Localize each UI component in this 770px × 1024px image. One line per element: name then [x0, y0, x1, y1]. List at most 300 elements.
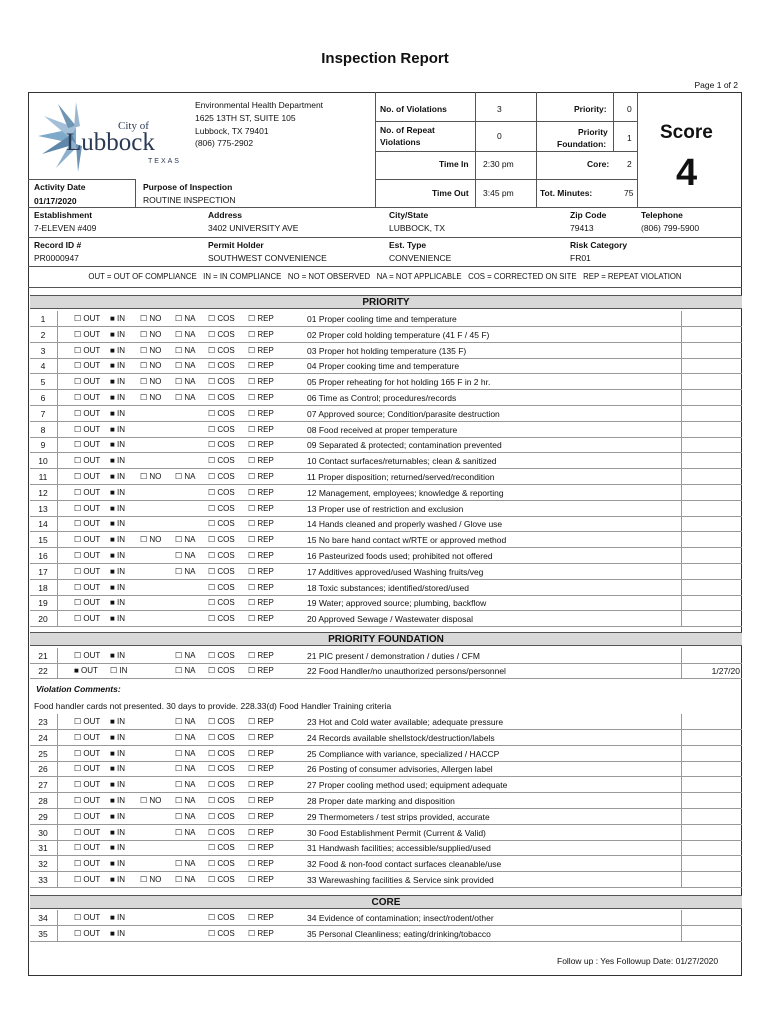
zip-value: 79413	[570, 223, 594, 233]
item-number: 3	[40, 345, 46, 356]
checkbox-cos[interactable]: ☐ COS	[208, 666, 235, 675]
checkbox-cos[interactable]: ☐ COS	[208, 859, 235, 869]
table-row	[30, 358, 742, 374]
checkbox-out[interactable]: ☐ OUT	[74, 503, 101, 513]
item-number: 4	[40, 361, 46, 372]
checkbox-out[interactable]: ☐ OUT	[74, 519, 101, 529]
checkbox-out[interactable]: ☐ OUT	[74, 440, 101, 450]
checkbox-in[interactable]: ■ IN	[110, 551, 126, 560]
dept-city: Lubbock, TX 79401	[195, 126, 269, 136]
checkbox-na[interactable]: ☐ NA	[175, 666, 196, 675]
checkbox-rep[interactable]: ☐ REP	[248, 614, 274, 624]
checkbox-na[interactable]: ☐ NA	[175, 472, 196, 481]
checkbox-in[interactable]: ■ IN	[110, 566, 126, 576]
repeat-label-2: Violations	[380, 137, 421, 147]
checkbox-in[interactable]: ■ IN	[110, 811, 126, 821]
checkbox-out[interactable]: ☐ OUT	[74, 913, 101, 922]
item-number: 12	[38, 487, 48, 498]
checkbox-cos[interactable]: ☐ COS	[208, 408, 235, 418]
checkbox-cos[interactable]: ☐ COS	[208, 796, 235, 805]
zip-label: Zip Code	[570, 210, 607, 220]
item-description: 06 Time as Control; procedures/records	[307, 393, 457, 403]
checkbox-na[interactable]: ☐ NA	[175, 796, 196, 805]
checkbox-no[interactable]: ☐ NO	[140, 329, 162, 339]
repeat-label: No. of Repeat	[380, 125, 435, 135]
item-number: 13	[38, 503, 48, 514]
checkbox-out[interactable]: ☐ OUT	[74, 424, 101, 434]
time-out-label: Time Out	[432, 188, 469, 198]
checkbox-in[interactable]: ■ IN	[110, 314, 126, 323]
checkbox-na[interactable]: ☐ NA	[175, 859, 196, 869]
table-row	[30, 856, 742, 872]
item-description: 29 Thermometers / test strips provided, accurate	[307, 811, 490, 822]
item-description: 10 Contact surfaces/returnables; clean & sanitized	[307, 456, 497, 467]
checkbox-out[interactable]: ☐ OUT	[74, 361, 101, 371]
logo-name: Lubbock	[66, 129, 155, 156]
checkbox-in[interactable]: ■ IN	[110, 519, 126, 529]
checkbox-in[interactable]: ■ IN	[110, 503, 126, 513]
table-row	[30, 469, 742, 485]
checkbox-rep[interactable]: ☐ REP	[248, 424, 274, 434]
item-number: 30	[38, 827, 48, 838]
checkbox-in[interactable]: ■ IN	[110, 651, 126, 660]
checkbox-rep[interactable]: ☐ REP	[248, 408, 274, 418]
table-row	[30, 580, 742, 596]
permit-holder-label: Permit Holder	[208, 240, 264, 250]
table-row	[30, 840, 742, 856]
section-priority-foundation: PRIORITY FOUNDATION	[30, 632, 742, 646]
checkbox-no[interactable]: ☐ NO	[140, 314, 162, 323]
risk-category-value: FR01	[570, 253, 591, 263]
section-priority: PRIORITY	[30, 295, 742, 309]
address-value: 3402 UNIVERSITY AVE	[208, 223, 299, 233]
checkbox-out[interactable]: ■ OUT	[74, 666, 98, 675]
table-row	[30, 730, 742, 746]
checkbox-out[interactable]: ☐ OUT	[74, 614, 101, 624]
item-description: 31 Handwash facilities; accessible/supplied/used	[307, 843, 491, 854]
checkbox-in[interactable]: ■ IN	[110, 377, 126, 387]
checkbox-out[interactable]: ☐ OUT	[74, 827, 101, 837]
checkbox-cos[interactable]: ☐ COS	[208, 732, 235, 742]
item-number: 20	[38, 614, 48, 625]
checkbox-cos[interactable]: ☐ COS	[208, 764, 235, 774]
item-description: 24 Records available shellstock/destruction/labels	[307, 732, 495, 743]
checkbox-rep[interactable]: ☐ REP	[248, 843, 274, 853]
checkbox-rep[interactable]: ☐ REP	[248, 929, 274, 938]
repeat-value: 0	[497, 131, 502, 141]
checkbox-no[interactable]: ☐ NO	[140, 361, 162, 371]
checkbox-rep[interactable]: ☐ REP	[248, 314, 274, 323]
checkbox-na[interactable]: ☐ NA	[175, 314, 196, 323]
checkbox-in[interactable]: ■ IN	[110, 393, 126, 402]
checkbox-no[interactable]: ☐ NO	[140, 377, 162, 387]
checkbox-cos[interactable]: ☐ COS	[208, 535, 235, 545]
checkbox-in[interactable]: ■ IN	[110, 780, 126, 790]
item-description: 12 Management, employees; knowledge & reporting	[307, 487, 504, 498]
item-description: 30 Food Establishment Permit (Current & Valid)	[307, 827, 486, 838]
table-row	[30, 825, 742, 841]
logo-state: TEXAS	[148, 158, 181, 165]
checkbox-rep[interactable]: ☐ REP	[248, 666, 274, 675]
priority-value: 0	[627, 104, 632, 114]
checkbox-in[interactable]: ☐ IN	[110, 666, 128, 675]
checkbox-cos[interactable]: ☐ COS	[208, 651, 235, 660]
page-number: Page 1 of 2	[694, 80, 738, 90]
checkbox-out[interactable]: ☐ OUT	[74, 472, 101, 481]
city-state-value: LUBBOCK, TX	[389, 223, 446, 233]
item-number: 21	[38, 651, 48, 661]
table-row	[30, 343, 742, 359]
checkbox-out[interactable]: ☐ OUT	[74, 487, 101, 497]
correct-by-date: 1/27/20	[711, 666, 740, 676]
checkbox-no[interactable]: ☐ NO	[140, 875, 162, 884]
checkbox-cos[interactable]: ☐ COS	[208, 424, 235, 434]
table-row	[30, 422, 742, 438]
checkbox-in[interactable]: ■ IN	[110, 859, 126, 869]
checkbox-cos[interactable]: ☐ COS	[208, 487, 235, 497]
checkbox-rep[interactable]: ☐ REP	[248, 811, 274, 821]
purpose-label: Purpose of Inspection	[143, 182, 233, 192]
checkbox-in[interactable]: ■ IN	[110, 472, 126, 481]
item-description: 34 Evidence of contamination; insect/rodent/other	[307, 913, 494, 923]
checkbox-cos[interactable]: ☐ COS	[208, 843, 235, 853]
checkbox-in[interactable]: ■ IN	[110, 361, 126, 371]
checkbox-cos[interactable]: ☐ COS	[208, 582, 235, 592]
table-row	[30, 516, 742, 532]
item-description: 26 Posting of consumer advisories, Allergen label	[307, 764, 493, 775]
checkbox-out[interactable]: ☐ OUT	[74, 859, 101, 869]
activity-date-value: 01/17/2020	[34, 196, 77, 206]
item-description: 33 Warewashing facilities & Service sink provided	[307, 875, 494, 885]
checkbox-out[interactable]: ☐ OUT	[74, 393, 101, 402]
table-row	[30, 746, 742, 762]
checkbox-out[interactable]: ☐ OUT	[74, 345, 101, 355]
checkbox-na[interactable]: ☐ NA	[175, 651, 196, 660]
checkbox-in[interactable]: ■ IN	[110, 764, 126, 774]
est-type-label: Est. Type	[389, 240, 427, 250]
checkbox-in[interactable]: ■ IN	[110, 487, 126, 497]
checkbox-in[interactable]: ■ IN	[110, 329, 126, 339]
checkbox-na[interactable]: ☐ NA	[175, 875, 196, 884]
checkbox-na[interactable]: ☐ NA	[175, 535, 196, 545]
checkbox-out[interactable]: ☐ OUT	[74, 780, 101, 790]
checkbox-rep[interactable]: ☐ REP	[248, 748, 274, 758]
report-title: Inspection Report	[321, 50, 449, 67]
checkbox-na[interactable]: ☐ NA	[175, 732, 196, 742]
checkbox-cos[interactable]: ☐ COS	[208, 519, 235, 529]
item-number: 32	[38, 859, 48, 870]
item-description: 11 Proper disposition; returned/served/recondition	[307, 472, 495, 482]
checkbox-rep[interactable]: ☐ REP	[248, 875, 274, 884]
checkbox-rep[interactable]: ☐ REP	[248, 361, 274, 371]
table-row	[30, 501, 742, 517]
checkbox-out[interactable]: ☐ OUT	[74, 929, 101, 938]
record-id-label: Record ID #	[34, 240, 82, 250]
table-row	[30, 564, 742, 580]
logo-city-of: City of	[118, 120, 149, 132]
total-minutes-value: 75	[624, 188, 634, 198]
checkbox-rep[interactable]: ☐ REP	[248, 503, 274, 513]
time-in-value: 2:30 pm	[483, 159, 514, 169]
item-description: 22 Food Handler/no unauthorized persons/personnel	[307, 666, 506, 676]
checkbox-no[interactable]: ☐ NO	[140, 796, 162, 805]
table-row	[30, 532, 742, 548]
checkbox-cos[interactable]: ☐ COS	[208, 748, 235, 758]
checkbox-cos[interactable]: ☐ COS	[208, 551, 235, 560]
item-description: 04 Proper cooking time and temperature	[307, 361, 460, 372]
item-number: 7	[40, 408, 46, 419]
checkbox-cos[interactable]: ☐ COS	[208, 614, 235, 624]
table-row	[30, 374, 742, 390]
checkbox-out[interactable]: ☐ OUT	[74, 377, 101, 387]
time-out-value: 3:45 pm	[483, 188, 514, 198]
checkbox-cos[interactable]: ☐ COS	[208, 329, 235, 339]
checkbox-cos[interactable]: ☐ COS	[208, 811, 235, 821]
checkbox-in[interactable]: ■ IN	[110, 456, 126, 466]
establishment-label: Establishment	[34, 210, 93, 220]
checkbox-in[interactable]: ■ IN	[110, 614, 126, 624]
item-number: 6	[40, 393, 46, 403]
checkbox-rep[interactable]: ☐ REP	[248, 535, 274, 545]
item-description: 21 PIC present / demonstration / duties / CFM	[307, 651, 480, 661]
checkbox-na[interactable]: ☐ NA	[175, 827, 196, 837]
checkbox-out[interactable]: ☐ OUT	[74, 651, 101, 660]
checkbox-out[interactable]: ☐ OUT	[74, 566, 101, 576]
item-number: 23	[38, 717, 48, 727]
item-description: 23 Hot and Cold water available; adequate pressure	[307, 717, 504, 727]
checkbox-na[interactable]: ☐ NA	[175, 393, 196, 402]
table-row	[30, 611, 742, 627]
pf-label: Priority	[578, 127, 608, 137]
item-description: 02 Proper cold holding temperature (41 F / 45 F)	[307, 329, 490, 340]
checkbox-rep[interactable]: ☐ REP	[248, 519, 274, 529]
item-number: 14	[38, 519, 48, 530]
checkbox-out[interactable]: ☐ OUT	[74, 408, 101, 418]
checkbox-out[interactable]: ☐ OUT	[74, 598, 101, 608]
time-in-label: Time In	[439, 159, 469, 169]
item-number: 22	[38, 666, 48, 676]
checkbox-in[interactable]: ■ IN	[110, 827, 126, 837]
item-number: 31	[38, 843, 48, 854]
checkbox-in[interactable]: ■ IN	[110, 440, 126, 450]
checkbox-rep[interactable]: ☐ REP	[248, 717, 274, 726]
checkbox-no[interactable]: ☐ NO	[140, 535, 162, 545]
checkbox-na[interactable]: ☐ NA	[175, 377, 196, 387]
item-number: 35	[38, 929, 48, 939]
checkbox-rep[interactable]: ☐ REP	[248, 377, 274, 387]
checkbox-out[interactable]: ☐ OUT	[74, 535, 101, 545]
checkbox-rep[interactable]: ☐ REP	[248, 393, 274, 402]
checkbox-rep[interactable]: ☐ REP	[248, 456, 274, 466]
checkbox-na[interactable]: ☐ NA	[175, 764, 196, 774]
est-type-value: CONVENIENCE	[389, 253, 452, 263]
checkbox-cos[interactable]: ☐ COS	[208, 875, 235, 884]
item-description: 05 Proper reheating for hot holding 165 F in 2 hr.	[307, 377, 491, 388]
checkbox-cos[interactable]: ☐ COS	[208, 503, 235, 513]
item-number: 33	[38, 875, 48, 885]
checkbox-out[interactable]: ☐ OUT	[74, 875, 101, 884]
checkbox-rep[interactable]: ☐ REP	[248, 732, 274, 742]
checkbox-no[interactable]: ☐ NO	[140, 393, 162, 402]
checkbox-cos[interactable]: ☐ COS	[208, 780, 235, 790]
checkbox-na[interactable]: ☐ NA	[175, 361, 196, 371]
checkbox-cos[interactable]: ☐ COS	[208, 456, 235, 466]
checkbox-rep[interactable]: ☐ REP	[248, 345, 274, 355]
checkbox-na[interactable]: ☐ NA	[175, 345, 196, 355]
checkbox-na[interactable]: ☐ NA	[175, 329, 196, 339]
total-minutes-label: Tot. Minutes:	[540, 188, 593, 198]
table-row	[30, 663, 742, 679]
checkbox-cos[interactable]: ☐ COS	[208, 393, 235, 402]
score-label: Score	[660, 122, 713, 143]
item-description: 19 Water; approved source; plumbing, backflow	[307, 598, 487, 609]
checkbox-out[interactable]: ☐ OUT	[74, 314, 101, 323]
checkbox-rep[interactable]: ☐ REP	[248, 472, 274, 481]
checkbox-rep[interactable]: ☐ REP	[248, 582, 274, 592]
checkbox-out[interactable]: ☐ OUT	[74, 796, 101, 805]
checkbox-in[interactable]: ■ IN	[110, 582, 126, 592]
checkbox-rep[interactable]: ☐ REP	[248, 329, 274, 339]
item-number: 11	[38, 472, 48, 482]
priority-label: Priority:	[574, 104, 607, 114]
checkbox-in[interactable]: ■ IN	[110, 875, 126, 884]
item-description: 25 Compliance with variance, specialized / HACCP	[307, 748, 500, 759]
checkbox-in[interactable]: ■ IN	[110, 717, 126, 726]
item-number: 19	[38, 598, 48, 609]
item-number: 24	[38, 732, 48, 743]
checkbox-na[interactable]: ☐ NA	[175, 551, 196, 560]
activity-date-label: Activity Date	[34, 182, 86, 192]
address-label: Address	[208, 210, 243, 220]
item-number: 25	[38, 748, 48, 759]
checkbox-in[interactable]: ■ IN	[110, 843, 126, 853]
checkbox-na[interactable]: ☐ NA	[175, 566, 196, 576]
item-description: 15 No bare hand contact w/RTE or approved method	[307, 535, 507, 546]
core-label: Core:	[587, 159, 610, 169]
checkbox-in[interactable]: ■ IN	[110, 929, 126, 938]
table-row	[30, 327, 742, 343]
checkbox-cos[interactable]: ☐ COS	[208, 913, 235, 922]
checkbox-rep[interactable]: ☐ REP	[248, 440, 274, 450]
table-row	[30, 453, 742, 469]
checkbox-na[interactable]: ☐ NA	[175, 717, 196, 726]
checkbox-na[interactable]: ☐ NA	[175, 748, 196, 758]
table-row	[30, 926, 742, 942]
checkbox-out[interactable]: ☐ OUT	[74, 582, 101, 592]
checkbox-rep[interactable]: ☐ REP	[248, 827, 274, 837]
checkbox-in[interactable]: ■ IN	[110, 345, 126, 355]
checkbox-rep[interactable]: ☐ REP	[248, 764, 274, 774]
checkbox-no[interactable]: ☐ NO	[140, 472, 162, 481]
table-row	[30, 910, 742, 926]
checkbox-cos[interactable]: ☐ COS	[208, 314, 235, 323]
checkbox-rep[interactable]: ☐ REP	[248, 598, 274, 608]
table-row	[30, 872, 742, 888]
compliance-legend: OUT = OUT OF COMPLIANCE IN = IN COMPLIANCE NO = NOT OBSERVED NA = NOT APPLICABLE COS = CORRECTED ON SITE REP = REPEAT VIOLATION	[88, 272, 682, 281]
table-row	[30, 406, 742, 422]
checkbox-out[interactable]: ☐ OUT	[74, 717, 101, 726]
checkbox-in[interactable]: ■ IN	[110, 598, 126, 608]
item-description: 17 Additives approved/used Washing fruits/veg	[307, 566, 484, 577]
pf-label-2: Foundation:	[557, 139, 607, 149]
table-row	[30, 548, 742, 564]
checkbox-cos[interactable]: ☐ COS	[208, 717, 235, 726]
record-id-value: PR0000947	[34, 253, 79, 263]
checkbox-rep[interactable]: ☐ REP	[248, 487, 274, 497]
score-value: 4	[676, 152, 698, 194]
table-row	[30, 648, 742, 664]
item-description: 09 Separated & protected; contamination prevented	[307, 440, 502, 451]
checkbox-out[interactable]: ☐ OUT	[74, 811, 101, 821]
checkbox-out[interactable]: ☐ OUT	[74, 329, 101, 339]
item-number: 15	[38, 535, 48, 546]
checkbox-rep[interactable]: ☐ REP	[248, 566, 274, 576]
item-description: 13 Proper use of restriction and exclusion	[307, 503, 464, 514]
checkbox-in[interactable]: ■ IN	[110, 913, 126, 922]
checkbox-in[interactable]: ■ IN	[110, 535, 126, 545]
item-description: 28 Proper date marking and disposition	[307, 796, 455, 806]
checkbox-in[interactable]: ■ IN	[110, 424, 126, 434]
checkbox-cos[interactable]: ☐ COS	[208, 929, 235, 938]
establishment-value: 7-ELEVEN #409	[34, 223, 97, 233]
checkbox-na[interactable]: ☐ NA	[175, 811, 196, 821]
checkbox-rep[interactable]: ☐ REP	[248, 651, 274, 660]
item-description: 01 Proper cooling time and temperature	[307, 314, 457, 324]
checkbox-out[interactable]: ☐ OUT	[74, 748, 101, 758]
checkbox-rep[interactable]: ☐ REP	[248, 796, 274, 805]
checkbox-cos[interactable]: ☐ COS	[208, 361, 235, 371]
checkbox-in[interactable]: ■ IN	[110, 748, 126, 758]
item-description: 35 Personal Cleanliness; eating/drinking/tobacco	[307, 929, 491, 939]
checkbox-out[interactable]: ☐ OUT	[74, 732, 101, 742]
checkbox-in[interactable]: ■ IN	[110, 796, 126, 805]
checkbox-cos[interactable]: ☐ COS	[208, 440, 235, 450]
item-description: 14 Hands cleaned and properly washed / Glove use	[307, 519, 503, 530]
item-description: 16 Pasteurized foods used; prohibited not offered	[307, 551, 493, 561]
checkbox-cos[interactable]: ☐ COS	[208, 345, 235, 355]
checkbox-rep[interactable]: ☐ REP	[248, 551, 274, 560]
checkbox-na[interactable]: ☐ NA	[175, 780, 196, 790]
dept-phone: (806) 775-2902	[195, 138, 254, 148]
table-row	[30, 437, 742, 453]
checkbox-in[interactable]: ■ IN	[110, 732, 126, 742]
checkbox-out[interactable]: ☐ OUT	[74, 456, 101, 466]
item-number: 10	[38, 456, 48, 467]
table-row	[30, 595, 742, 611]
checkbox-cos[interactable]: ☐ COS	[208, 472, 235, 481]
checkbox-cos[interactable]: ☐ COS	[208, 377, 235, 387]
checkbox-in[interactable]: ■ IN	[110, 408, 126, 418]
violation-comments-label: Violation Comments:	[36, 684, 121, 694]
checkbox-rep[interactable]: ☐ REP	[248, 913, 274, 922]
table-row	[30, 485, 742, 501]
risk-category-label: Risk Category	[570, 240, 628, 250]
checkbox-no[interactable]: ☐ NO	[140, 345, 162, 355]
checkbox-rep[interactable]: ☐ REP	[248, 780, 274, 790]
item-description: 27 Proper cooling method used; equipment adequate	[307, 780, 508, 791]
checkbox-out[interactable]: ☐ OUT	[74, 551, 101, 560]
item-number: 5	[40, 377, 46, 388]
checkbox-out[interactable]: ☐ OUT	[74, 843, 101, 853]
violation-comment-text: Food handler cards not presented. 30 days to provide. 228.33(d) Food Handler Training criteria	[34, 701, 392, 711]
checkbox-rep[interactable]: ☐ REP	[248, 859, 274, 869]
core-value: 2	[627, 159, 632, 169]
checkbox-cos[interactable]: ☐ COS	[208, 566, 235, 576]
checkbox-out[interactable]: ☐ OUT	[74, 764, 101, 774]
city-state-label: City/State	[389, 210, 429, 220]
checkbox-cos[interactable]: ☐ COS	[208, 827, 235, 837]
checkbox-cos[interactable]: ☐ COS	[208, 598, 235, 608]
